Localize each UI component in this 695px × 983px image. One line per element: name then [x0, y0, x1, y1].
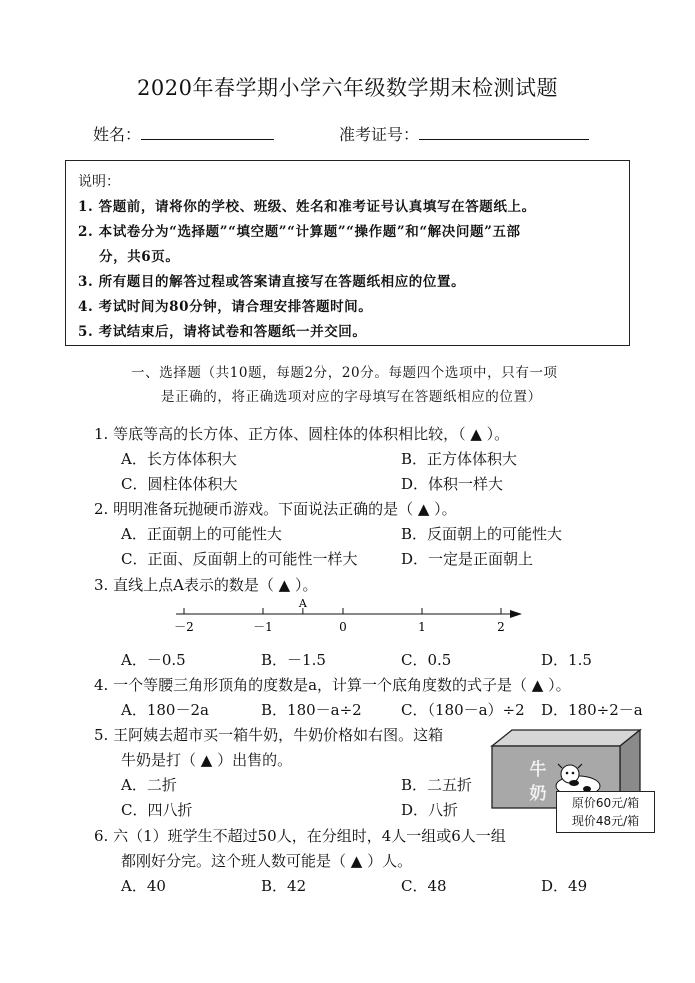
option-c: C．正面、反面朝上的可能性一样大: [121, 550, 358, 568]
question-stem-cont: 牛奶是打（ ▲ ）出售的。: [121, 751, 293, 769]
name-blank: [141, 123, 274, 140]
option-a: A．长方体体积大: [121, 450, 237, 468]
tick-label: 1: [418, 620, 426, 634]
option-b: B．42: [261, 877, 307, 895]
section-heading: 一、选择题（共10题，每题2分，20分。每题四个选项中，只有一项: [131, 365, 558, 381]
option-d: D．一定是正面朝上: [401, 550, 534, 568]
option-d: D．1.5: [541, 651, 592, 669]
option-c: C．48: [401, 877, 447, 895]
option-a: A．－0.5: [121, 651, 186, 669]
instruction-item: 4. 考试时间为80分钟，请合理安排答题时间。: [78, 299, 373, 315]
current-price: 现价48元/箱: [571, 814, 640, 828]
instruction-item: 3. 所有题目的解答过程或答案请直接写在答题纸相应的位置。: [78, 274, 466, 290]
instruction-item: 分，共6页。: [99, 249, 180, 265]
number-line-arrow: [510, 610, 522, 618]
tick-label: 0: [339, 620, 347, 634]
question-stem: 5. 王阿姨去超市买一箱牛奶，牛奶价格如右图。这箱: [94, 726, 444, 744]
exam-id-label: 准考证号：: [339, 125, 420, 144]
question-stem: 4. 一个等腰三角形顶角的度数是a，计算一个底角度数的式子是（ ▲ ）。: [94, 676, 571, 694]
instruction-item: 1. 答题前，请将你的学校、班级、姓名和准考证号认真填写在答题纸上。: [78, 199, 536, 215]
option-d: D．八折: [401, 801, 459, 819]
exam-id-field: [339, 122, 589, 145]
option-c: C．四八折: [121, 801, 193, 819]
option-b: B．反面朝上的可能性大: [401, 525, 563, 543]
box-text-nai: 奶: [529, 784, 547, 804]
number-line: [170, 596, 530, 638]
box-top: [492, 730, 640, 746]
point-a-label: A: [298, 597, 307, 610]
option-d: D．180÷2－a: [541, 701, 643, 719]
option-a: A．180－2a: [121, 701, 209, 719]
option-a: A．40: [121, 877, 166, 895]
option-b: B．二五折: [401, 776, 473, 794]
option-c: C．0.5: [401, 651, 452, 669]
option-c: C．圆柱体体积大: [121, 475, 238, 493]
option-c: C．（180－a）÷2: [401, 701, 525, 719]
box-text-niu: 牛: [529, 760, 547, 780]
name-field: [93, 122, 274, 145]
question-stem: 3. 直线上点A表示的数是（ ▲ ）。: [94, 576, 318, 594]
tick-label: －2: [174, 620, 194, 634]
option-a: A．二折: [121, 776, 177, 794]
question-stem: 1. 等底等高的长方体、正方体、圆柱体的体积相比较，（ ▲ ）。: [94, 425, 510, 443]
instruction-item: 2. 本试卷分为“选择题”“填空题”“计算题”“操作题”和“解决问题”五部: [78, 224, 521, 240]
option-b: B．180－a÷2: [261, 701, 362, 719]
option-d: D．49: [541, 877, 588, 895]
section-heading-cont: 是正确的，将正确选项对应的字母填写在答题纸相应的位置）: [161, 389, 542, 405]
instruction-item: 5. 考试结束后，请将试卷和答题纸一并交回。: [78, 324, 367, 340]
original-price: 原价60元/箱: [571, 796, 640, 810]
milk-price-tag: [556, 791, 655, 833]
instructions-box: [65, 160, 630, 346]
tick-label: 2: [497, 620, 505, 634]
option-a: A．正面朝上的可能性大: [121, 525, 282, 543]
question-stem-cont: 都刚好分完。这个班人数可能是（ ▲ ）人。: [121, 852, 413, 870]
option-b: B．正方体体积大: [401, 450, 518, 468]
exam-id-blank: [419, 123, 589, 140]
option-d: D．体积一样大: [401, 475, 504, 493]
instructions-heading: 说明：: [78, 174, 120, 190]
tick-label: －1: [253, 620, 273, 634]
question-stem: 6. 六（1）班学生不超过50人，在分组时，4人一组或6人一组: [94, 827, 506, 845]
page-title: 2020年春学期小学六年级数学期末检测试题: [137, 76, 558, 100]
question-stem: 2. 明明准备玩抛硬币游戏。下面说法正确的是（ ▲ ）。: [94, 500, 457, 518]
name-label: 姓名：: [93, 125, 142, 144]
option-b: B．－1.5: [261, 651, 326, 669]
